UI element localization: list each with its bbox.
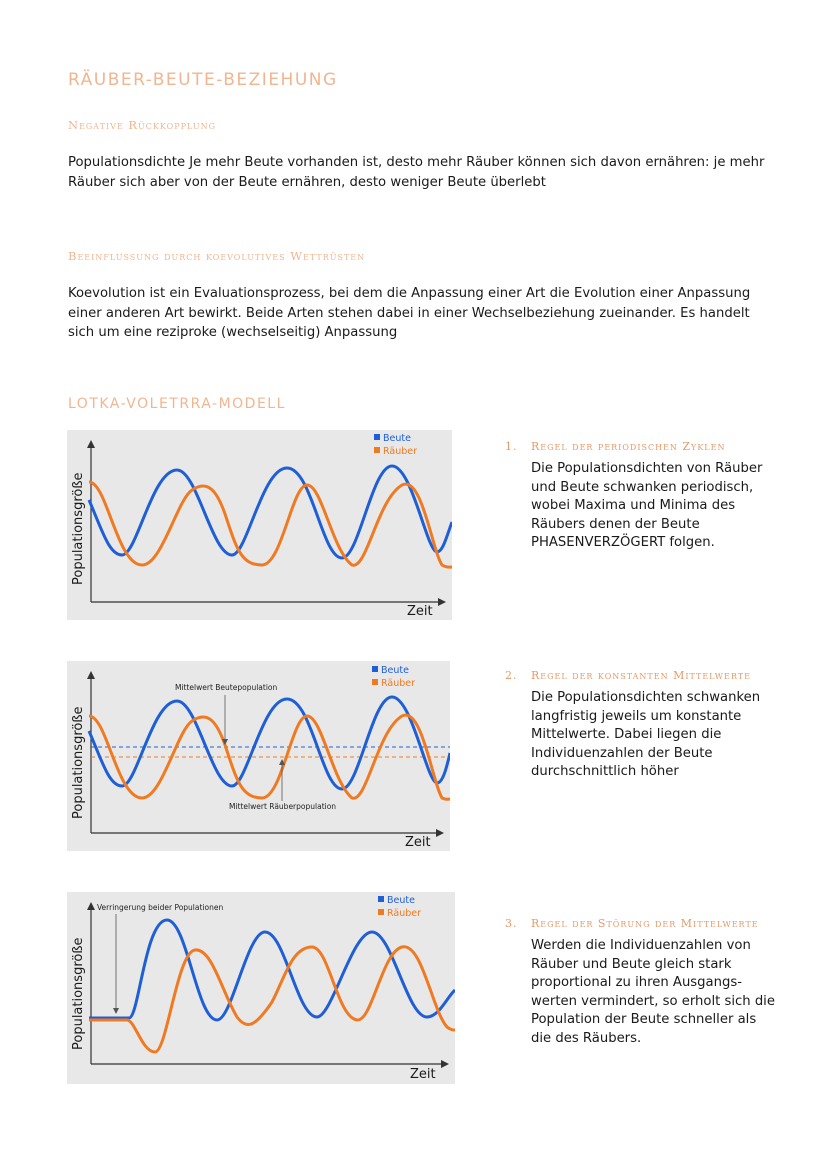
rule-heading xyxy=(505,917,775,930)
rule-heading xyxy=(505,440,775,453)
rule-konstante-mittelwerte xyxy=(505,669,775,782)
page-title: RÄUBER-BEUTE-BEZIEHUNG xyxy=(68,70,338,90)
rule-heading xyxy=(505,669,775,682)
y-axis-arrow-icon xyxy=(87,440,95,448)
rule-text: Werden die Individuenzahlen von Räuber und Beute gleich stark proportional zu ihren Ausgangs-werten vermindert, so erholt sich die Population der Beute schneller als die des Räubers. xyxy=(531,938,775,1046)
legend-label-beute: Beute xyxy=(387,895,415,906)
annotation-mittelwert-raeuber: Mittelwert Räuberpopulation xyxy=(229,802,337,811)
legend-label-beute: Beute xyxy=(381,665,409,676)
x-axis-arrow-icon xyxy=(438,598,446,606)
section-text-rueckkopplung: Populationsdichte Je mehr Beute vorhanden ist, desto mehr Räuber können sich davon ernähren: je mehr Räuber sich aber von der Beute ernähren, desto weniger Beute überlebt xyxy=(68,155,765,190)
y-axis-label: Populationsgröße xyxy=(71,937,86,1050)
section-heading-koevolution: Beeinflussung durch koevolutives Wettrüsten xyxy=(68,249,366,263)
legend-swatch-raeuber xyxy=(378,909,384,915)
rule-title: Regel der Störung der Mittelwerte xyxy=(531,917,759,930)
legend-swatch-raeuber xyxy=(372,679,378,685)
rule-number: 1. xyxy=(505,440,518,453)
legend-swatch-beute xyxy=(372,666,378,672)
y-axis-arrow-icon xyxy=(87,671,95,679)
annotation-verringerung: Verringerung beider Populationen xyxy=(97,903,224,912)
series-line-raeuber xyxy=(89,482,452,567)
x-axis-arrow-icon xyxy=(441,1060,449,1068)
rule-number: 2. xyxy=(505,669,518,682)
y-axis-label: Populationsgröße xyxy=(71,472,86,585)
legend-swatch-raeuber xyxy=(374,447,380,453)
chart-3-svg xyxy=(67,892,455,1084)
chart-stoerung-mittelwerte xyxy=(67,892,455,1084)
annotation-arrowhead-icon xyxy=(113,1008,119,1014)
legend-label-raeuber: Räuber xyxy=(381,678,416,689)
x-axis-label: Zeit xyxy=(410,1067,436,1082)
legend-swatch-beute xyxy=(378,896,384,902)
rule-text: Die Populationsdichten schwanken langfristig jeweils um konstante Mittelwerte. Dabei liegen die Individuenzahlen der Beute durchschnittlich höher xyxy=(531,690,761,779)
chart-periodische-zyklen xyxy=(67,430,452,620)
rule-stoerung-mittelwerte xyxy=(505,917,775,1048)
x-axis-label: Zeit xyxy=(407,604,433,619)
legend-label-raeuber: Räuber xyxy=(387,908,422,919)
chart-2-svg xyxy=(67,661,450,851)
chart-konstante-mittelwerte xyxy=(67,661,450,851)
x-axis-arrow-icon xyxy=(436,829,444,837)
rule-periodische-zyklen xyxy=(505,440,775,553)
rule-title: Regel der konstanten Mittelwerte xyxy=(531,669,751,682)
legend-label-raeuber: Räuber xyxy=(383,446,418,457)
section-heading-lotka-volterra: LOTKA-VOLETRRA-MODELL xyxy=(68,396,286,412)
series-line-beute xyxy=(89,466,452,558)
rule-text: Die Populationsdichten von Räuber und Beute schwanken periodisch, wobei Maxima und Minima des Räubers denen der Beute PHASENVERZÖGERT folgen. xyxy=(531,461,763,550)
x-axis-label: Zeit xyxy=(405,835,431,850)
series-line-beute xyxy=(89,920,455,1020)
legend-label-beute: Beute xyxy=(383,433,411,444)
section-heading-rueckkopplung: Negative Rückkopplung xyxy=(68,118,216,132)
y-axis-label: Populationsgröße xyxy=(71,706,86,819)
rule-number: 3. xyxy=(505,917,518,930)
legend-swatch-beute xyxy=(374,434,380,440)
rule-title: Regel der periodischen Zyklen xyxy=(531,440,726,453)
annotation-mittelwert-beute: Mittelwert Beutepopulation xyxy=(175,683,278,692)
chart-1-svg xyxy=(67,430,452,620)
y-axis-arrow-icon xyxy=(87,902,95,910)
section-text-koevolution: Koevolution ist ein Evaluationsprozess, bei dem die Anpassung einer Art die Evolution einer Anpassung einer anderen Art bewirkt. Beide Arten stehen dabei in einer Wechselbeziehung zueinander. Es handelt sich um eine reziproke (wechselseitig) Anpassung xyxy=(68,286,751,340)
series-line-beute xyxy=(89,697,450,789)
